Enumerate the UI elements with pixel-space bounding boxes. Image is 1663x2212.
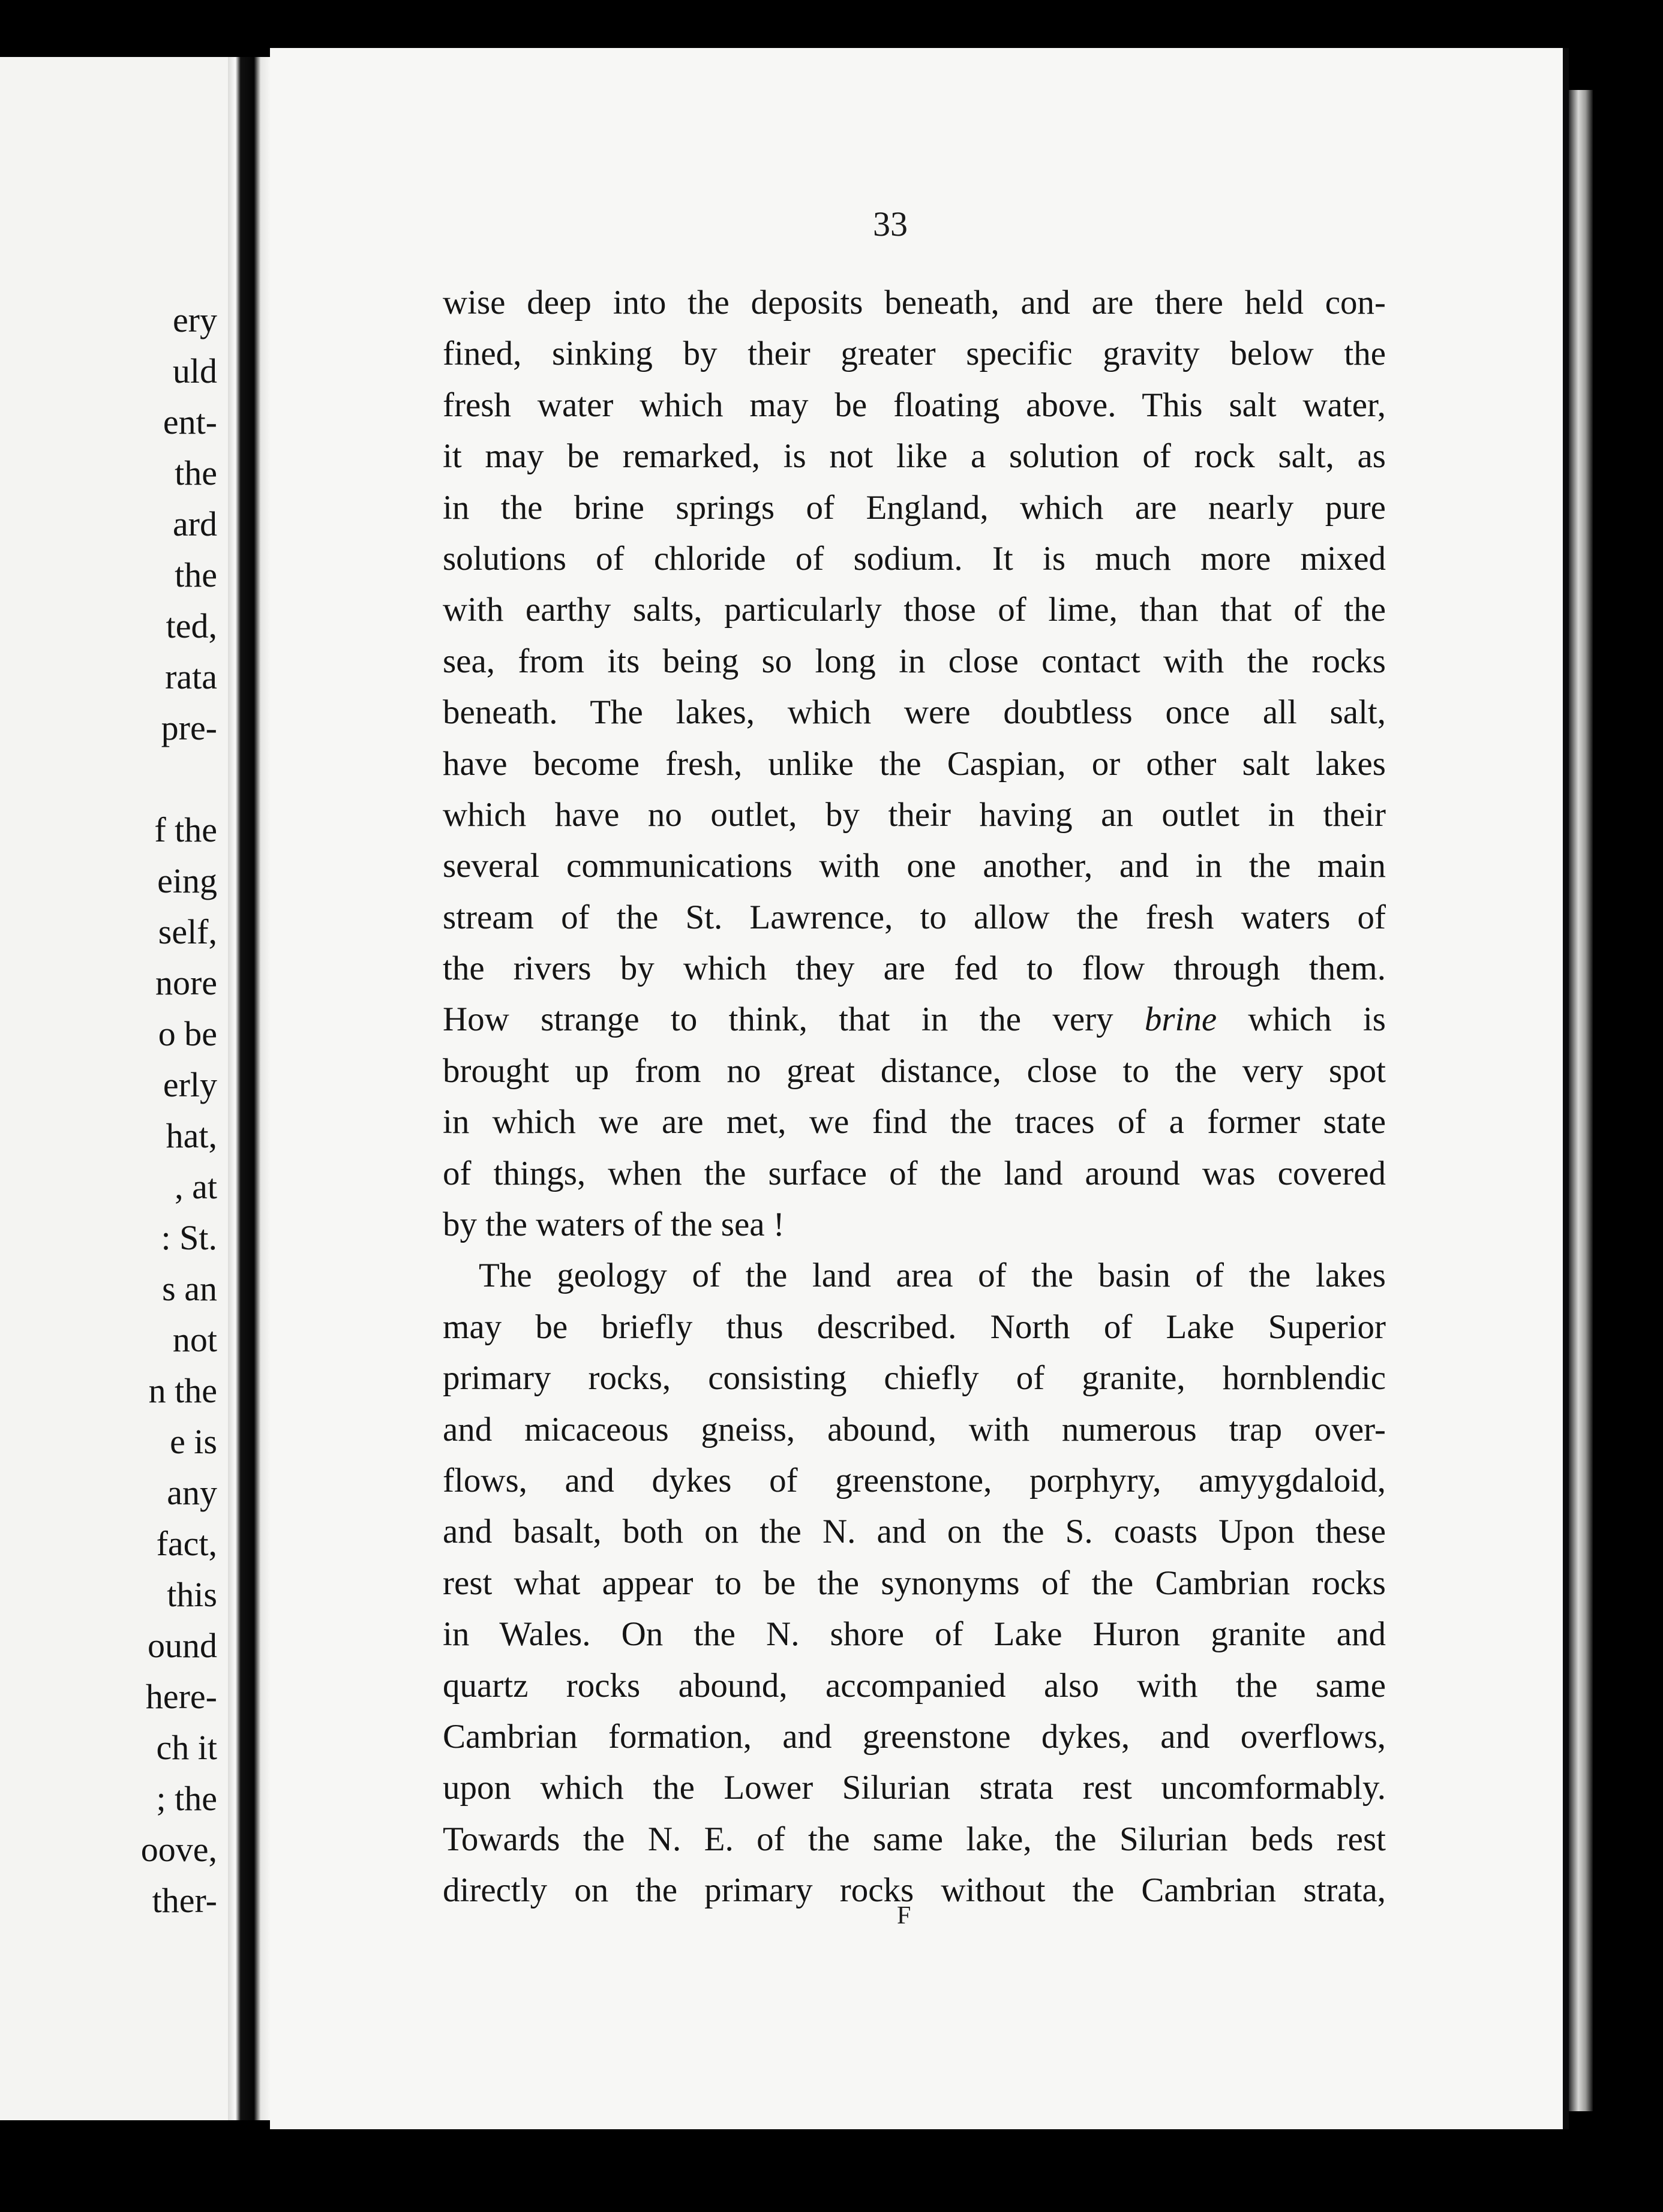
- left-fragment: any: [167, 1473, 217, 1512]
- left-fragment: nore: [155, 963, 217, 1002]
- left-fragment: ent-: [163, 402, 217, 441]
- left-fragment: the: [175, 453, 217, 492]
- text-line: may be briefly thus described. North of Lake Superior: [443, 1308, 1386, 1346]
- body-text: [443, 277, 1386, 1916]
- left-fragment: o be: [158, 1014, 217, 1053]
- left-fragment: f the: [154, 810, 217, 849]
- text-line: it may be remarked, is not like a solution of rock salt, as: [443, 437, 1386, 476]
- text-line: primary rocks, consisting chiefly of granite, hornblendic: [443, 1359, 1386, 1397]
- left-fragment: , at: [175, 1167, 217, 1206]
- left-page-fragment-column: [0, 57, 228, 2120]
- left-fragment: s an: [162, 1269, 217, 1308]
- text-line: several communications with one another, and in the main: [443, 847, 1386, 885]
- text-line: stream of the St. Lawrence, to allow the fresh waters of: [443, 898, 1386, 936]
- text-line: which have no outlet, by their having an outlet in their: [443, 795, 1386, 834]
- text-line: beneath. The lakes, which were doubtless once all salt,: [443, 693, 1386, 732]
- left-fragment: uld: [172, 351, 217, 390]
- left-fragment: ch it: [156, 1728, 217, 1767]
- page-edge: [1569, 90, 1593, 2111]
- text-line: brought up from no great distance, close to the very spot: [443, 1051, 1386, 1090]
- text-line: in which we are met, we find the traces of a former state: [443, 1103, 1386, 1141]
- left-fragment: self,: [158, 912, 217, 951]
- text-line: by the waters of the sea !: [443, 1206, 785, 1244]
- page-number: 33: [873, 205, 908, 244]
- text-line: of things, when the surface of the land around was covered: [443, 1154, 1386, 1192]
- text-line: upon which the Lower Silurian strata rest uncomformably.: [443, 1769, 1386, 1807]
- text-line: Towards the N. E. of the same lake, the Silurian beds rest: [443, 1820, 1386, 1858]
- signature-mark: F: [897, 1902, 911, 1930]
- text-line: flows, and dykes of greenstone, porphyry, amyygdaloid,: [443, 1461, 1386, 1499]
- text-line: The geology of the land area of the basin of the lakes: [479, 1257, 1386, 1295]
- left-fragment: e is: [170, 1422, 217, 1461]
- left-fragment: ard: [172, 504, 217, 543]
- text-line: in Wales. On the N. shore of Lake Huron granite and: [443, 1615, 1386, 1654]
- left-fragment: : St.: [161, 1218, 217, 1257]
- text-line: fined, sinking by their greater specific gravity below the: [443, 335, 1386, 373]
- text-line: How strange to think, that in the very brine which is: [443, 1000, 1386, 1039]
- left-fragment: eing: [157, 861, 217, 900]
- text-line: and basalt, both on the N. and on the S. coasts Upon these: [443, 1513, 1386, 1551]
- text-line: directly on the primary rocks without the Cambrian strata,: [443, 1871, 1386, 1910]
- book-gutter: [228, 57, 270, 2120]
- text-line: in the brine springs of England, which are nearly pure: [443, 488, 1386, 527]
- text-line: solutions of chloride of sodium. It is much more mixed: [443, 539, 1386, 578]
- left-fragment: ted,: [166, 606, 217, 645]
- text-line: fresh water which may be floating above. This salt water,: [443, 386, 1386, 424]
- left-fragment: n the: [148, 1371, 217, 1410]
- text-line: sea, from its being so long in close contact with the rocks: [443, 642, 1386, 680]
- left-fragment: not: [172, 1320, 217, 1359]
- left-fragment: the: [175, 555, 217, 594]
- text-line: wise deep into the deposits beneath, and are there held con-: [443, 284, 1386, 321]
- text-line: with earthy salts, particularly those of lime, than that of the: [443, 591, 1386, 629]
- left-fragment: this: [167, 1575, 217, 1614]
- text-line: and micaceous gneiss, abound, with numerous trap over-: [443, 1410, 1386, 1448]
- left-fragment: ery: [172, 300, 217, 339]
- left-fragment: ound: [148, 1626, 217, 1665]
- left-fragment: rata: [165, 657, 217, 696]
- text-line: quartz rocks abound, accompanied also with the same: [443, 1666, 1386, 1705]
- left-fragment: erly: [163, 1065, 217, 1104]
- text-line: the rivers by which they are fed to flow through them.: [443, 949, 1386, 988]
- left-fragment: ther-: [152, 1881, 217, 1920]
- left-fragment: oove,: [140, 1830, 217, 1869]
- emphasis-word: brine: [1144, 1000, 1217, 1039]
- text-line: have become fresh, unlike the Caspian, or other salt lakes: [443, 744, 1386, 783]
- left-fragment: hat,: [166, 1116, 217, 1155]
- text-line: Cambrian formation, and greenstone dykes, and overflows,: [443, 1717, 1386, 1756]
- left-page: [0, 57, 228, 2120]
- left-fragment: ; the: [156, 1779, 217, 1818]
- text-line: rest what appear to be the synonyms of the Cambrian rocks: [443, 1564, 1386, 1602]
- left-fragment: here-: [145, 1677, 217, 1716]
- left-fragment: fact,: [156, 1524, 217, 1563]
- left-fragment: pre-: [161, 708, 217, 747]
